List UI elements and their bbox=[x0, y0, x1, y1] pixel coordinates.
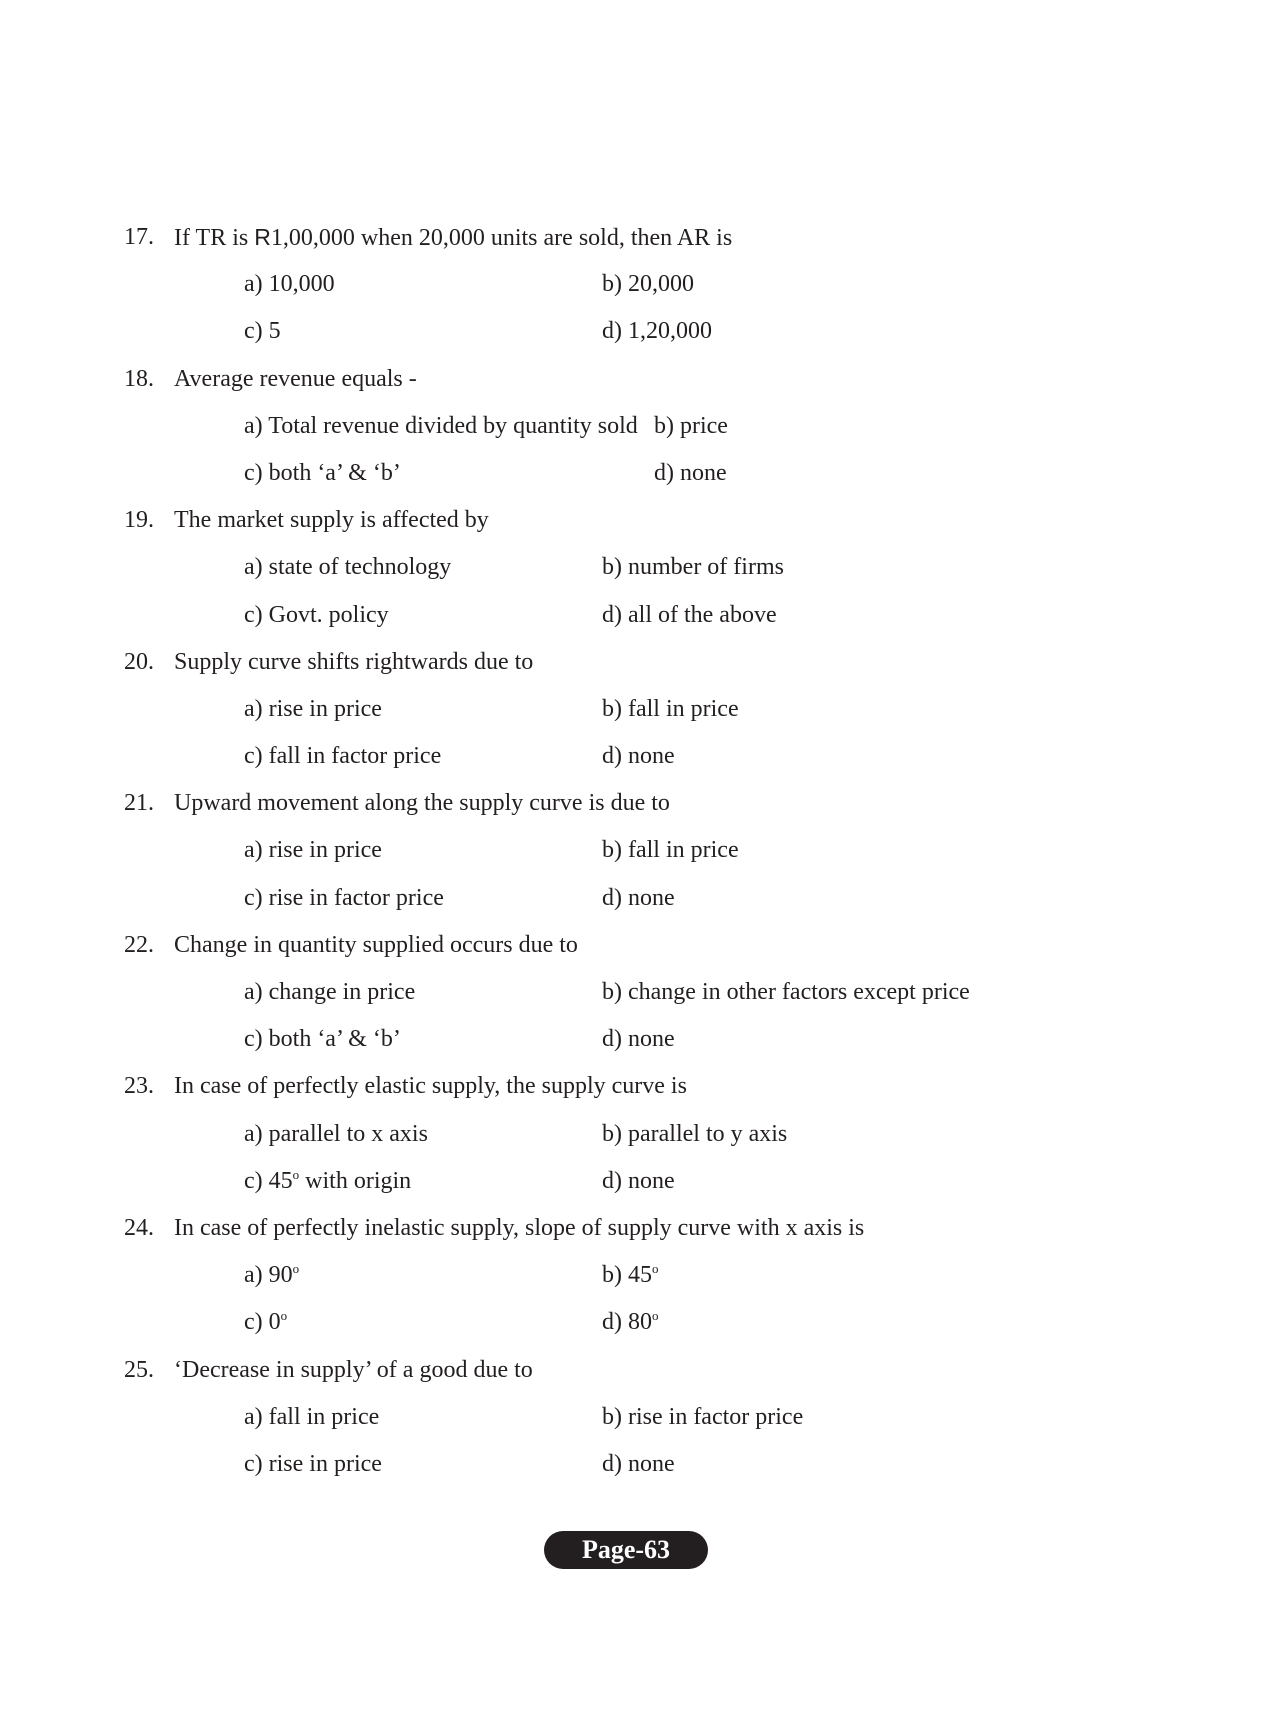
option-c-value: c) 0 bbox=[244, 1309, 281, 1336]
question-20 bbox=[124, 639, 1184, 781]
option-row bbox=[124, 1394, 1184, 1441]
question-number: 24. bbox=[124, 1214, 154, 1241]
option-b: b) fall in price bbox=[602, 695, 739, 722]
degree-superscript: o bbox=[292, 1166, 300, 1182]
option-d: d) none bbox=[602, 1167, 675, 1194]
option-c bbox=[244, 1299, 287, 1346]
question-21 bbox=[124, 780, 1184, 922]
question-text: In case of perfectly inelastic supply, slope of supply curve with x axis is bbox=[174, 1214, 865, 1241]
question-stem bbox=[124, 922, 1184, 969]
option-a bbox=[244, 1252, 299, 1299]
option-d: d) none bbox=[602, 1026, 675, 1053]
option-c: c) both ‘a’ & ‘b’ bbox=[244, 459, 401, 486]
degree-superscript: o bbox=[292, 1261, 300, 1277]
option-a: a) state of technology bbox=[244, 554, 452, 581]
option-row bbox=[124, 1111, 1184, 1158]
question-stem bbox=[124, 1347, 1184, 1394]
question-19 bbox=[124, 497, 1184, 639]
option-d: d) none bbox=[602, 743, 675, 770]
option-c: c) Govt. policy bbox=[244, 601, 389, 628]
question-text-suffix: 1,00,000 when 20,000 units are sold, then AR is bbox=[270, 225, 733, 251]
option-c bbox=[244, 1158, 411, 1205]
question-stem bbox=[124, 780, 1184, 827]
question-stem bbox=[124, 214, 1184, 261]
question-list bbox=[124, 214, 1184, 1488]
question-23 bbox=[124, 1063, 1184, 1205]
option-d bbox=[602, 1299, 659, 1346]
question-number: 25. bbox=[124, 1356, 154, 1383]
option-row bbox=[124, 592, 1184, 639]
question-number: 21. bbox=[124, 790, 154, 817]
question-text: In case of perfectly elastic supply, the supply curve is bbox=[174, 1073, 687, 1100]
option-d-value: d) 80 bbox=[602, 1309, 652, 1336]
option-a-value: a) 90 bbox=[244, 1262, 293, 1289]
option-c: c) fall in factor price bbox=[244, 743, 442, 770]
option-row bbox=[124, 450, 1184, 497]
option-row bbox=[124, 308, 1184, 355]
option-c-prefix: c) 45 bbox=[244, 1167, 293, 1194]
option-row bbox=[124, 827, 1184, 874]
degree-superscript: o bbox=[652, 1308, 659, 1324]
question-stem bbox=[124, 1063, 1184, 1110]
question-18 bbox=[124, 356, 1184, 498]
option-d: d) none bbox=[602, 1450, 675, 1477]
question-stem bbox=[124, 497, 1184, 544]
option-d: d) none bbox=[602, 884, 675, 911]
option-d: d) none bbox=[654, 459, 727, 486]
option-a: a) fall in price bbox=[244, 1403, 380, 1430]
option-row bbox=[124, 1158, 1184, 1205]
question-number: 18. bbox=[124, 365, 154, 392]
question-text bbox=[174, 214, 732, 262]
question-text: Change in quantity supplied occurs due to bbox=[174, 931, 578, 958]
option-c: c) both ‘a’ & ‘b’ bbox=[244, 1026, 401, 1053]
question-stem bbox=[124, 639, 1184, 686]
option-b-value: b) 45 bbox=[602, 1262, 652, 1289]
question-text: Average revenue equals - bbox=[174, 365, 417, 392]
question-stem bbox=[124, 1205, 1184, 1252]
question-stem bbox=[124, 356, 1184, 403]
option-row bbox=[124, 1252, 1184, 1299]
option-b: b) price bbox=[654, 412, 728, 439]
option-row bbox=[124, 403, 1184, 450]
question-number: 23. bbox=[124, 1073, 154, 1100]
option-b: b) fall in price bbox=[602, 837, 739, 864]
question-25 bbox=[124, 1347, 1184, 1489]
option-row bbox=[124, 686, 1184, 733]
page-number-badge: Page-63 bbox=[544, 1531, 708, 1569]
option-c-suffix: with origin bbox=[299, 1167, 412, 1194]
option-c: c) rise in price bbox=[244, 1450, 382, 1477]
question-text: Supply curve shifts rightwards due to bbox=[174, 648, 534, 675]
option-a: a) Total revenue divided by quantity sold bbox=[244, 412, 638, 439]
question-number: 19. bbox=[124, 507, 154, 534]
option-b bbox=[602, 1252, 659, 1299]
option-row bbox=[124, 969, 1184, 1016]
question-number: 17. bbox=[124, 224, 154, 250]
option-d: d) all of the above bbox=[602, 601, 777, 628]
option-c: c) 5 bbox=[244, 318, 281, 345]
option-b: b) 20,000 bbox=[602, 271, 694, 298]
option-b: b) change in other factors except price bbox=[602, 979, 970, 1005]
option-a: a) change in price bbox=[244, 979, 416, 1005]
question-number: 20. bbox=[124, 648, 154, 675]
option-b: b) number of firms bbox=[602, 554, 784, 581]
question-text: Upward movement along the supply curve is due to bbox=[174, 790, 670, 817]
option-row bbox=[124, 1299, 1184, 1346]
option-row bbox=[124, 733, 1184, 780]
question-17 bbox=[124, 214, 1184, 356]
question-24 bbox=[124, 1205, 1184, 1347]
option-row bbox=[124, 261, 1184, 308]
option-row bbox=[124, 1016, 1184, 1063]
option-b: b) rise in factor price bbox=[602, 1403, 804, 1430]
question-22 bbox=[124, 922, 1184, 1064]
question-text: ‘Decrease in supply’ of a good due to bbox=[174, 1356, 533, 1383]
option-a: a) rise in price bbox=[244, 837, 382, 864]
option-c: c) rise in factor price bbox=[244, 884, 444, 911]
option-row bbox=[124, 1441, 1184, 1488]
option-a: a) 10,000 bbox=[244, 271, 335, 298]
question-text-prefix: If TR is bbox=[174, 225, 255, 251]
option-a: a) rise in price bbox=[244, 695, 382, 722]
degree-superscript: o bbox=[652, 1261, 659, 1277]
rupee-symbol: R bbox=[254, 224, 271, 250]
option-d: d) 1,20,000 bbox=[602, 318, 712, 345]
option-row bbox=[124, 544, 1184, 591]
degree-superscript: o bbox=[280, 1308, 288, 1324]
question-text: The market supply is affected by bbox=[174, 507, 489, 534]
option-b: b) parallel to y axis bbox=[602, 1120, 788, 1147]
option-a: a) parallel to x axis bbox=[244, 1120, 428, 1147]
question-number: 22. bbox=[124, 931, 154, 958]
option-row bbox=[124, 875, 1184, 922]
